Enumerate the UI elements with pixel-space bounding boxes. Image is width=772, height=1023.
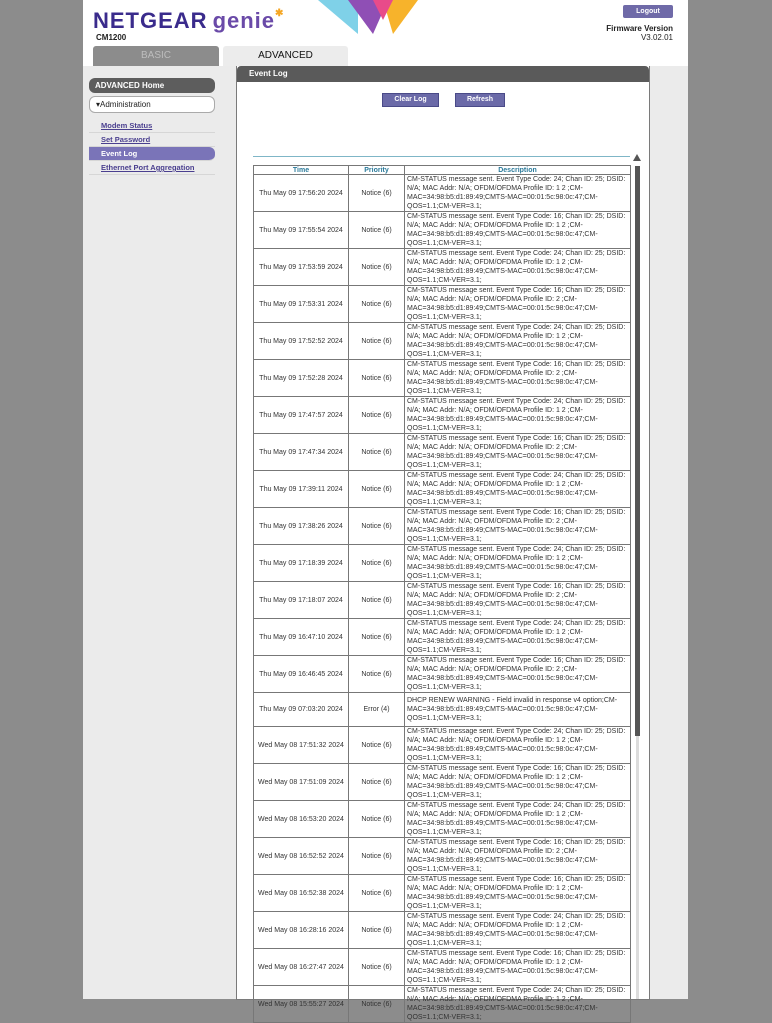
- description-cell: CM-STATUS message sent. Event Type Code: 24; Chan ID: 25; DSID: N/A; MAC Addr: N/A; OFDM/OFDMA Profile ID: 1 2 ;CM-MAC=34:98:b5:d1:89:49;CMTS-MAC=00:01:5c:98:0c:47;CM-QOS=1.1;CM-VER=3.1;: [405, 249, 631, 286]
- priority-cell: Notice (6): [349, 875, 405, 912]
- priority-cell: Notice (6): [349, 764, 405, 801]
- sidebar-item-ethernet-port-aggregation[interactable]: Ethernet Port Aggregation: [89, 161, 215, 175]
- description-cell: CM-STATUS message sent. Event Type Code: 24; Chan ID: 25; DSID: N/A; MAC Addr: N/A; OFDM/OFDMA Profile ID: 1 2 ;CM-MAC=34:98:b5:d1:89:49;CMTS-MAC=00:01:5c:98:0c:47;CM-QOS=1.1;CM-VER=3.1;: [405, 323, 631, 360]
- event-log-table: [253, 165, 631, 1023]
- description-cell: CM-STATUS message sent. Event Type Code: 16; Chan ID: 25; DSID: N/A; MAC Addr: N/A; OFDM/OFDMA Profile ID: 2 ;CM-MAC=34:98:b5:d1:89:49;CMTS-MAC=00:01:5c:98:0c:47;CM-QOS=1.1;CM-VER=3.1;: [405, 434, 631, 471]
- priority-cell: Notice (6): [349, 249, 405, 286]
- clear-log-button[interactable]: Clear Log: [382, 93, 439, 107]
- priority-cell: Notice (6): [349, 727, 405, 764]
- table-row: [254, 656, 631, 693]
- table-row: [254, 286, 631, 323]
- table-row: [254, 619, 631, 656]
- description-cell: CM-STATUS message sent. Event Type Code: 24; Chan ID: 25; DSID: N/A; MAC Addr: N/A; OFDM/OFDMA Profile ID: 1 2 ;CM-MAC=34:98:b5:d1:89:49;CMTS-MAC=00:01:5c:98:0c:47;CM-QOS=1.1;CM-VER=3.1;: [405, 727, 631, 764]
- tab-advanced[interactable]: ADVANCED: [223, 46, 348, 66]
- refresh-button[interactable]: Refresh: [455, 93, 505, 107]
- time-cell: Thu May 09 17:52:28 2024: [254, 360, 349, 397]
- description-cell: DHCP RENEW WARNING - Field invalid in response v4 option;CM-MAC=34:98:b5:d1:89:49;CMTS-MAC=00:01:5c:98:0c:47;CM-QOS=1.1;CM-VER=3.1;: [405, 693, 631, 727]
- priority-cell: Notice (6): [349, 949, 405, 986]
- table-row: [254, 582, 631, 619]
- priority-cell: Notice (6): [349, 838, 405, 875]
- priority-cell: Notice (6): [349, 397, 405, 434]
- table-row: [254, 397, 631, 434]
- table-row: [254, 801, 631, 838]
- time-cell: Thu May 09 17:38:26 2024: [254, 508, 349, 545]
- time-cell: Wed May 08 17:51:32 2024: [254, 727, 349, 764]
- description-cell: CM-STATUS message sent. Event Type Code: 24; Chan ID: 25; DSID: N/A; MAC Addr: N/A; OFDM/OFDMA Profile ID: 1 2 ;CM-MAC=34:98:b5:d1:89:49;CMTS-MAC=00:01:5c:98:0c:47;CM-QOS=1.1;CM-VER=3.1;: [405, 619, 631, 656]
- time-cell: Thu May 09 17:18:39 2024: [254, 545, 349, 582]
- description-cell: CM-STATUS message sent. Event Type Code: 24; Chan ID: 25; DSID: N/A; MAC Addr: N/A; OFDM/OFDMA Profile ID: 1 2 ;CM-MAC=34:98:b5:d1:89:49;CMTS-MAC=00:01:5c:98:0c:47;CM-QOS=1.1;CM-VER=3.1;: [405, 471, 631, 508]
- table-row: [254, 471, 631, 508]
- firmware-label: Firmware Version: [606, 24, 673, 33]
- description-cell: CM-STATUS message sent. Event Type Code: 24; Chan ID: 25; DSID: N/A; MAC Addr: N/A; OFDM/OFDMA Profile ID: 1 2 ;CM-MAC=34:98:b5:d1:89:49;CMTS-MAC=00:01:5c:98:0c:47;CM-QOS=1.1;CM-VER=3.1;: [405, 545, 631, 582]
- time-cell: Wed May 08 16:28:16 2024: [254, 912, 349, 949]
- time-cell: Thu May 09 17:18:07 2024: [254, 582, 349, 619]
- scrollbar[interactable]: [633, 154, 642, 999]
- triangle-down-icon: ▾: [96, 100, 101, 109]
- time-cell: Wed May 08 17:51:09 2024: [254, 764, 349, 801]
- time-cell: Thu May 09 17:53:31 2024: [254, 286, 349, 323]
- sidebar-section-administration[interactable]: ▾Administration: [89, 96, 215, 113]
- logout-button[interactable]: Logout: [623, 5, 673, 18]
- priority-cell: Notice (6): [349, 656, 405, 693]
- time-cell: Wed May 08 15:55:27 2024: [254, 986, 349, 1023]
- priority-cell: Notice (6): [349, 175, 405, 212]
- priority-cell: Notice (6): [349, 471, 405, 508]
- time-cell: Wed May 08 16:52:38 2024: [254, 875, 349, 912]
- priority-cell: Notice (6): [349, 212, 405, 249]
- time-cell: Wed May 08 16:53:20 2024: [254, 801, 349, 838]
- description-cell: CM-STATUS message sent. Event Type Code: 16; Chan ID: 25; DSID: N/A; MAC Addr: N/A; OFDM/OFDMA Profile ID: 1 2 ;CM-MAC=34:98:b5:d1:89:49;CMTS-MAC=00:01:5c:98:0c:47;CM-QOS=1.1;CM-VER=3.1;: [405, 949, 631, 986]
- time-cell: Thu May 09 17:56:20 2024: [254, 175, 349, 212]
- time-cell: Thu May 09 17:55:54 2024: [254, 212, 349, 249]
- priority-cell: Notice (6): [349, 986, 405, 1023]
- description-cell: CM-STATUS message sent. Event Type Code: 24; Chan ID: 25; DSID: N/A; MAC Addr: N/A; OFDM/OFDMA Profile ID: 1 2 ;CM-MAC=34:98:b5:d1:89:49;CMTS-MAC=00:01:5c:98:0c:47;CM-QOS=1.1;CM-VER=3.1;: [405, 801, 631, 838]
- description-cell: CM-STATUS message sent. Event Type Code: 16; Chan ID: 25; DSID: N/A; MAC Addr: N/A; OFDM/OFDMA Profile ID: 1 2 ;CM-MAC=34:98:b5:d1:89:49;CMTS-MAC=00:01:5c:98:0c:47;CM-QOS=1.1;CM-VER=3.1;: [405, 212, 631, 249]
- time-cell: Thu May 09 07:03:20 2024: [254, 693, 349, 727]
- column-header-priority: Priority: [349, 166, 405, 175]
- sidebar-item-event-log[interactable]: Event Log: [89, 147, 215, 161]
- sidebar: [89, 78, 215, 175]
- time-cell: Thu May 09 17:53:59 2024: [254, 249, 349, 286]
- event-log-rows: [254, 175, 631, 1023]
- column-header-description: Description: [405, 166, 631, 175]
- priority-cell: Notice (6): [349, 912, 405, 949]
- table-row: [254, 175, 631, 212]
- table-row: [254, 545, 631, 582]
- time-cell: Thu May 09 17:52:52 2024: [254, 323, 349, 360]
- description-cell: CM-STATUS message sent. Event Type Code: 24; Chan ID: 25; DSID: N/A; MAC Addr: N/A; OFDM/OFDMA Profile ID: 1 2 ;CM-MAC=34:98:b5:d1:89:49;CMTS-MAC=00:01:5c:98:0c:47;CM-QOS=1.1;CM-VER=3.1;: [405, 175, 631, 212]
- description-cell: CM-STATUS message sent. Event Type Code: 16; Chan ID: 25; DSID: N/A; MAC Addr: N/A; OFDM/OFDMA Profile ID: 2 ;CM-MAC=34:98:b5:d1:89:49;CMTS-MAC=00:01:5c:98:0c:47;CM-QOS=1.1;CM-VER=3.1;: [405, 656, 631, 693]
- description-cell: CM-STATUS message sent. Event Type Code: 16; Chan ID: 25; DSID: N/A; MAC Addr: N/A; OFDM/OFDMA Profile ID: 2 ;CM-MAC=34:98:b5:d1:89:49;CMTS-MAC=00:01:5c:98:0c:47;CM-QOS=1.1;CM-VER=3.1;: [405, 508, 631, 545]
- table-row: [254, 360, 631, 397]
- netgear-genie-logo: NETGEAR genie✱: [93, 8, 285, 33]
- column-header-time: Time: [254, 166, 349, 175]
- firmware-value: V3.02.01: [640, 33, 673, 42]
- priority-cell: Notice (6): [349, 619, 405, 656]
- priority-cell: Error (4): [349, 693, 405, 727]
- time-cell: Thu May 09 16:46:45 2024: [254, 656, 349, 693]
- event-log-panel: [236, 66, 650, 1021]
- sidebar-item-advanced-home[interactable]: ADVANCED Home: [89, 78, 215, 93]
- description-cell: CM-STATUS message sent. Event Type Code: 16; Chan ID: 25; DSID: N/A; MAC Addr: N/A; OFDM/OFDMA Profile ID: 1 2 ;CM-MAC=34:98:b5:d1:89:49;CMTS-MAC=00:01:5c:98:0c:47;CM-QOS=1.1;CM-VER=3.1;: [405, 875, 631, 912]
- priority-cell: Notice (6): [349, 508, 405, 545]
- time-cell: Thu May 09 17:39:11 2024: [254, 471, 349, 508]
- table-row: [254, 986, 631, 1023]
- table-row: [254, 912, 631, 949]
- sidebar-item-modem-status[interactable]: Modem Status: [89, 119, 215, 133]
- tab-basic[interactable]: BASIC: [93, 46, 219, 66]
- logo-star-icon: ✱: [275, 8, 285, 19]
- model-label: CM1200: [96, 33, 127, 42]
- description-cell: CM-STATUS message sent. Event Type Code: 16; Chan ID: 25; DSID: N/A; MAC Addr: N/A; OFDM/OFDMA Profile ID: 2 ;CM-MAC=34:98:b5:d1:89:49;CMTS-MAC=00:01:5c:98:0c:47;CM-QOS=1.1;CM-VER=3.1;: [405, 582, 631, 619]
- scroll-thumb[interactable]: [635, 166, 640, 736]
- description-cell: CM-STATUS message sent. Event Type Code: 16; Chan ID: 25; DSID: N/A; MAC Addr: N/A; OFDM/OFDMA Profile ID: 2 ;CM-MAC=34:98:b5:d1:89:49;CMTS-MAC=00:01:5c:98:0c:47;CM-QOS=1.1;CM-VER=3.1;: [405, 838, 631, 875]
- description-cell: CM-STATUS message sent. Event Type Code: 24; Chan ID: 25; DSID: N/A; MAC Addr: N/A; OFDM/OFDMA Profile ID: 1 2 ;CM-MAC=34:98:b5:d1:89:49;CMTS-MAC=00:01:5c:98:0c:47;CM-QOS=1.1;CM-VER=3.1;: [405, 912, 631, 949]
- table-row: [254, 249, 631, 286]
- decorative-fan-graphic: [318, 0, 428, 34]
- description-cell: CM-STATUS message sent. Event Type Code: 16; Chan ID: 25; DSID: N/A; MAC Addr: N/A; OFDM/OFDMA Profile ID: 2 ;CM-MAC=34:98:b5:d1:89:49;CMTS-MAC=00:01:5c:98:0c:47;CM-QOS=1.1;CM-VER=3.1;: [405, 360, 631, 397]
- priority-cell: Notice (6): [349, 434, 405, 471]
- table-row: [254, 693, 631, 727]
- panel-title: Event Log: [237, 66, 649, 82]
- table-row: [254, 838, 631, 875]
- priority-cell: Notice (6): [349, 545, 405, 582]
- priority-cell: Notice (6): [349, 582, 405, 619]
- table-row: [254, 212, 631, 249]
- scroll-up-icon[interactable]: [633, 154, 641, 161]
- table-row: [254, 764, 631, 801]
- table-row: [254, 727, 631, 764]
- table-row: [254, 508, 631, 545]
- time-cell: Wed May 08 16:27:47 2024: [254, 949, 349, 986]
- table-row: [254, 875, 631, 912]
- time-cell: Thu May 09 17:47:34 2024: [254, 434, 349, 471]
- table-row: [254, 434, 631, 471]
- priority-cell: Notice (6): [349, 286, 405, 323]
- divider: [253, 156, 630, 157]
- priority-cell: Notice (6): [349, 801, 405, 838]
- priority-cell: Notice (6): [349, 360, 405, 397]
- page: [83, 0, 688, 1021]
- sidebar-item-set-password[interactable]: Set Password: [89, 133, 215, 147]
- description-cell: CM-STATUS message sent. Event Type Code: 24; Chan ID: 25; DSID: N/A; MAC Addr: N/A; OFDM/OFDMA Profile ID: 1 2 ;CM-MAC=34:98:b5:d1:89:49;CMTS-MAC=00:01:5c:98:0c:47;CM-QOS=1.1;CM-VER=3.1;: [405, 397, 631, 434]
- time-cell: Wed May 08 16:52:52 2024: [254, 838, 349, 875]
- description-cell: CM-STATUS message sent. Event Type Code: 24; Chan ID: 25; DSID: N/A; MAC Addr: N/A; OFDM/OFDMA Profile ID: 1 2 ;CM-MAC=34:98:b5:d1:89:49;CMTS-MAC=00:01:5c:98:0c:47;CM-QOS=1.1;CM-VER=3.1;: [405, 986, 631, 1023]
- time-cell: Thu May 09 16:47:10 2024: [254, 619, 349, 656]
- table-row: [254, 949, 631, 986]
- description-cell: CM-STATUS message sent. Event Type Code: 16; Chan ID: 25; DSID: N/A; MAC Addr: N/A; OFDM/OFDMA Profile ID: 1 2 ;CM-MAC=34:98:b5:d1:89:49;CMTS-MAC=00:01:5c:98:0c:47;CM-QOS=1.1;CM-VER=3.1;: [405, 764, 631, 801]
- description-cell: CM-STATUS message sent. Event Type Code: 16; Chan ID: 25; DSID: N/A; MAC Addr: N/A; OFDM/OFDMA Profile ID: 2 ;CM-MAC=34:98:b5:d1:89:49;CMTS-MAC=00:01:5c:98:0c:47;CM-QOS=1.1;CM-VER=3.1;: [405, 286, 631, 323]
- time-cell: Thu May 09 17:47:57 2024: [254, 397, 349, 434]
- priority-cell: Notice (6): [349, 323, 405, 360]
- table-row: [254, 323, 631, 360]
